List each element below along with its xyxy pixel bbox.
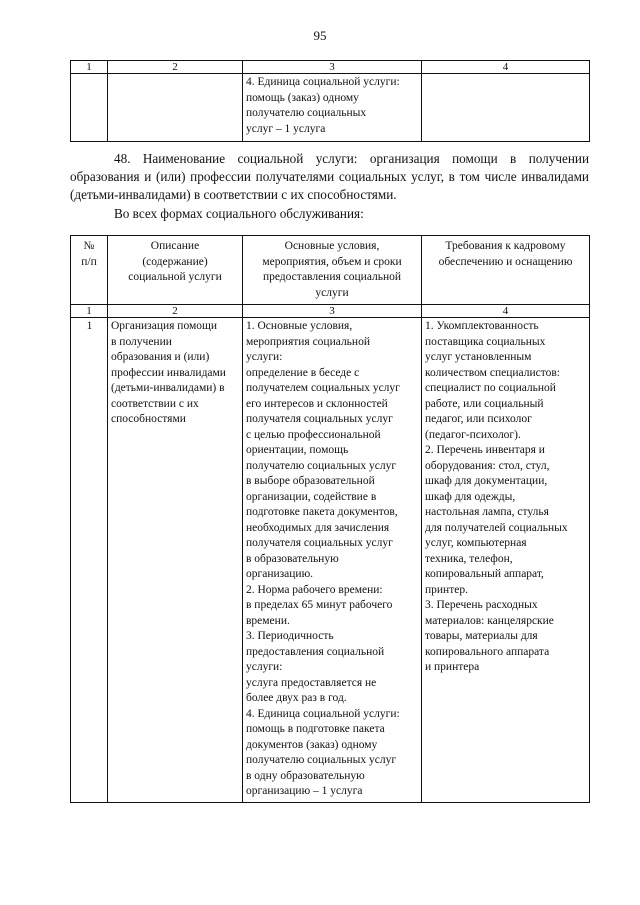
column-number-4: 4 <box>422 305 590 318</box>
service-table <box>70 235 590 803</box>
column-number-3: 3 <box>243 61 422 74</box>
header-description: Описание (содержание) социальной услуги <box>108 236 243 305</box>
continuation-table <box>70 60 590 142</box>
header-conditions: Основные условия, мероприятия, объем и сроки предоставления социальной услуги <box>243 236 422 305</box>
table-row <box>71 74 590 142</box>
column-number-2: 2 <box>108 61 243 74</box>
column-number-1: 1 <box>71 61 108 74</box>
header-requirements: Требования к кадровому обеспечению и оснащению <box>422 236 590 305</box>
header-row <box>71 236 590 305</box>
column-number-3: 3 <box>243 305 422 318</box>
cell-num <box>71 74 108 142</box>
cell-description: Организация помощи в получении образования и (или) профессии инвалидами (детьми-инвалидами) в соответствии с их способностями <box>108 318 243 803</box>
header-num: № п/п <box>71 236 108 305</box>
column-number-1: 1 <box>71 305 108 318</box>
column-number-4: 4 <box>422 61 590 74</box>
cell-conditions: 1. Основные условия, мероприятия социальной услуги: определение в беседе с получателем социальных услуг его интересов и склонностей получателя социальных услуг с целью профессиональной ориентации, помощь получателю социальных услуг в выборе образовательной организации, содействие в подготовке пакета документов, необходимых для зачисления получателя социальных услуг в образовательную организацию. 2. Норма рабочего времени: в пределах 65 минут рабочего времени. 3. Периодичность предоставления социальной услуги: услуга предоставляется не более двух раз в год. 4. Единица социальной услуги: помощь в подготовке пакета документов (заказ) одному получателю социальных услуг в одну образовательную организацию – 1 услуга <box>243 318 422 803</box>
section-heading: 48. Наименование социальной услуги: организация помощи в получении образования и (или) профессии получателями социальных услуг, в том числе инвалидами (детьми-инвалидами) в соответствии с их способностями. <box>70 151 589 202</box>
table-row <box>71 318 590 803</box>
section-subheading: Во всех формах социального обслуживания: <box>114 206 364 221</box>
cell-requirements: 1. Укомплектованность поставщика социальных услуг установленным количеством специалистов: специалист по социальной работе, или социальный педагог, или психолог (педагог-психолог). 2. Перечень инвентаря и оборудования: стол, стул, шкаф для документации, шкаф для одежды, настольная лампа, стулья для получателей социальных услуг, компьютерная техника, телефон, копировальный аппарат, принтер. 3. Перечень расходных материалов: канцелярские товары, материалы для копировального аппарата и принтера <box>422 318 590 803</box>
cell-requirements <box>422 74 590 142</box>
cell-num: 1 <box>71 318 108 803</box>
cell-description <box>108 74 243 142</box>
column-number-row <box>71 305 590 318</box>
column-number-2: 2 <box>108 305 243 318</box>
page-number: 95 <box>313 28 327 43</box>
column-number-row <box>71 61 590 74</box>
cell-conditions: 4. Единица социальной услуги: помощь (заказ) одному получателю социальных услуг – 1 услуга <box>243 74 422 142</box>
